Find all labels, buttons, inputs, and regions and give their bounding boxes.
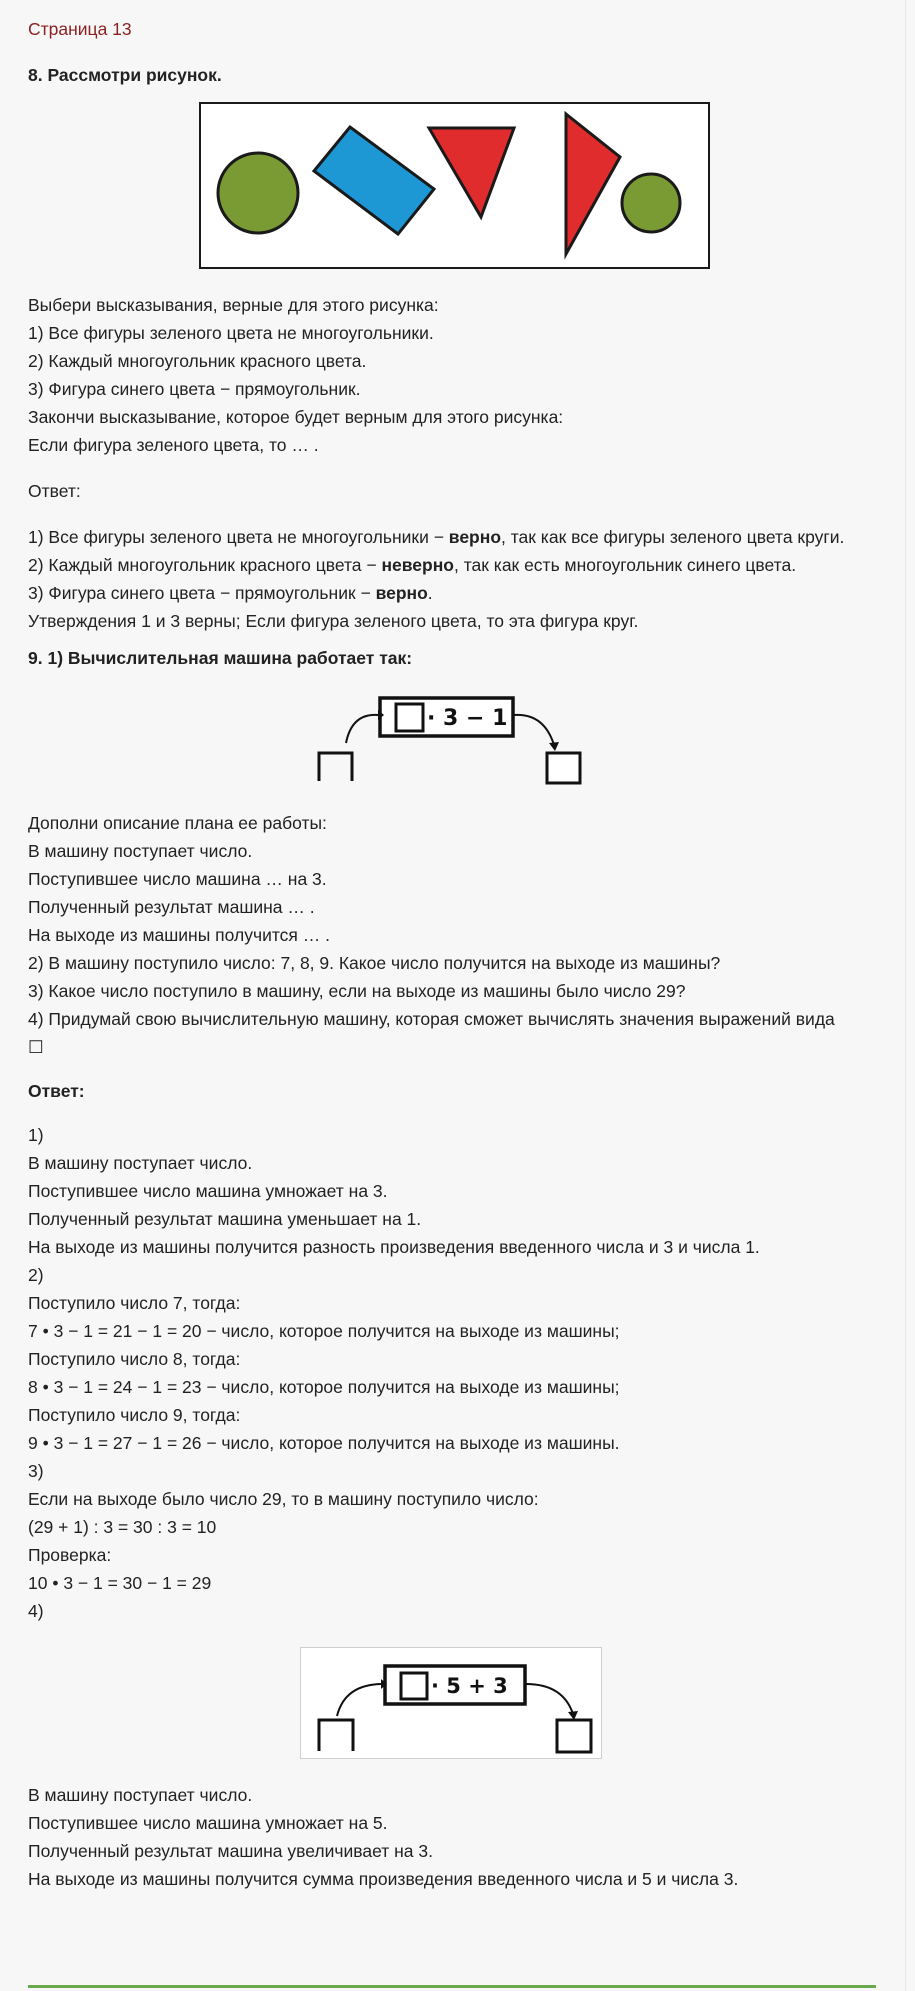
output-arrow (526, 1684, 573, 1714)
task9-answer-line: 10 • 3 − 1 = 30 − 1 = 29 (28, 1573, 212, 1593)
task9-answer-line: 1) (28, 1125, 44, 1145)
machine-expression: · 3 − 1 (427, 706, 508, 731)
task8-line: 3) Фигура синего цвета − прямоугольник. (28, 379, 361, 399)
task8-answers (28, 523, 888, 635)
task9-final-line: На выходе из машины получится сумма произведения введенного числа и 5 и числа 3. (28, 1869, 739, 1889)
output-arrow (514, 715, 554, 745)
task8-answer-2 (28, 551, 888, 579)
task9-line: В машину поступает число. (28, 841, 253, 861)
task9-final-line: Полученный результат машина увеличивает на 3. (28, 1841, 433, 1861)
answer-text: 1) Все фигуры зеленого цвета не многоугольники − (28, 527, 449, 547)
task9-answer-line: Если на выходе было число 29, то в машину поступило число: (28, 1489, 539, 1509)
page-number-link[interactable]: Страница 13 (28, 19, 132, 39)
task9-answer-line: На выходе из машины получится разность произведения введенного числа и 3 и числа 1. (28, 1237, 760, 1257)
input-bracket (319, 753, 352, 781)
task9-answer-line: В машину поступает число. (28, 1153, 253, 1173)
task9-answer-line: 7 • 3 − 1 = 21 − 1 = 20 − число, которое получится на выходе из машины; (28, 1321, 620, 1341)
shapes-svg (201, 104, 708, 267)
task8-statements (28, 291, 888, 459)
output-arrowhead (549, 742, 559, 751)
task9-text (28, 809, 888, 1061)
task8-line: 2) Каждый многоугольник красного цвета. (28, 351, 367, 371)
answer-verdict: неверно (381, 555, 454, 575)
task8-answer-1 (28, 523, 888, 551)
task9-answer-line: (29 + 1) : 3 = 30 : 3 = 10 (28, 1517, 217, 1537)
task8-answer-label: Ответ: (28, 481, 81, 501)
footer-divider (28, 1985, 876, 1988)
output-square (547, 753, 580, 783)
task8-line: Закончи высказывание, которое будет верным для этого рисунка: (28, 407, 564, 427)
task9-line: 3) Какое число поступило в машину, если на выходе из машины было число 29? (28, 981, 686, 1001)
task9-line: На выходе из машины получится … . (28, 925, 330, 945)
input-bracket (319, 1720, 353, 1751)
task9-final-line: Поступившее число машина умножает на 5. (28, 1813, 388, 1833)
shapes-figure (199, 102, 710, 269)
task9-answer-line: 3) (28, 1461, 44, 1481)
task8-line: 1) Все фигуры зеленого цвета не многоугольники. (28, 323, 434, 343)
task9-line: Полученный результат машина … . (28, 897, 315, 917)
input-slot-square (401, 1673, 427, 1699)
task9-answer-line: 9 • 3 − 1 = 27 − 1 = 26 − число, которое получится на выходе из машины. (28, 1433, 620, 1453)
answer-verdict: верно (448, 527, 502, 547)
machine-diagram-1 (314, 695, 584, 785)
task9-answers (28, 1121, 888, 1625)
blue-rectangle (314, 127, 434, 234)
task9-answer-line: Поступило число 7, тогда: (28, 1293, 241, 1313)
answer-reason: , так как все фигуры зеленого цвета круги. (501, 527, 845, 547)
content (28, 18, 888, 1893)
green-circle-small (622, 174, 680, 232)
task9-answer-line: 8 • 3 − 1 = 24 − 1 = 23 − число, которое получится на выходе из машины; (28, 1377, 620, 1397)
answer-text: 3) Фигура синего цвета − прямоугольник − (28, 583, 376, 603)
task9-line: Поступившее число машина … на 3. (28, 869, 327, 889)
machine-diagram-2 (300, 1647, 602, 1759)
task9-final-line: В машину поступает число. (28, 1785, 253, 1805)
input-slot-square (396, 704, 423, 731)
empty-square-glyph: ☐ (28, 1037, 44, 1057)
task8-title: 8. Рассмотри рисунок. (28, 65, 222, 85)
task9-line: 2) В машину поступило число: 7, 8, 9. Какое число получится на выходе из машины? (28, 953, 721, 973)
answer-verdict: верно (375, 583, 428, 603)
machine-expression: · 5 + 3 (431, 1674, 508, 1698)
green-circle-large (218, 153, 298, 233)
task9-answer-line: Поступило число 8, тогда: (28, 1349, 241, 1369)
answer-text: 2) Каждый многоугольник красного цвета − (28, 555, 382, 575)
task9-title: 9. 1) Вычислительная машина работает так: (28, 648, 413, 668)
task9-final (28, 1781, 888, 1893)
answer-reason: , так как есть многоугольник синего цвета. (453, 555, 797, 575)
input-arrow (346, 715, 378, 743)
task9-line: 4) Придумай свою вычислительную машину, которая сможет вычислять значения выражений вида (28, 1009, 835, 1029)
machine-1-svg (314, 695, 584, 785)
task9-answer-line: 2) (28, 1265, 44, 1285)
input-arrow (337, 1684, 383, 1716)
task8-conclusion: Утверждения 1 и 3 верны; Если фигура зеленого цвета, то эта фигура круг. (28, 611, 639, 631)
task8-line: Выбери высказывания, верные для этого рисунка: (28, 295, 439, 315)
task9-line: Дополни описание плана ее работы: (28, 813, 327, 833)
task9-answer-line: 4) (28, 1601, 44, 1621)
task8-line: Если фигура зеленого цвета, то … . (28, 435, 319, 455)
task9-answer-line: Поступившее число машина умножает на 3. (28, 1181, 388, 1201)
task9-answer-label: Ответ: (28, 1081, 85, 1101)
red-triangle-thin (566, 114, 620, 254)
answer-reason: . (427, 583, 433, 603)
output-square (557, 1720, 591, 1752)
task9-answer-line: Проверка: (28, 1545, 112, 1565)
task9-answer-line: Полученный результат машина уменьшает на 1. (28, 1209, 422, 1229)
machine-2-svg (301, 1648, 601, 1758)
task9-answer-line: Поступило число 9, тогда: (28, 1405, 241, 1425)
task8-answer-3 (28, 579, 888, 607)
red-triangle-large (429, 128, 514, 217)
